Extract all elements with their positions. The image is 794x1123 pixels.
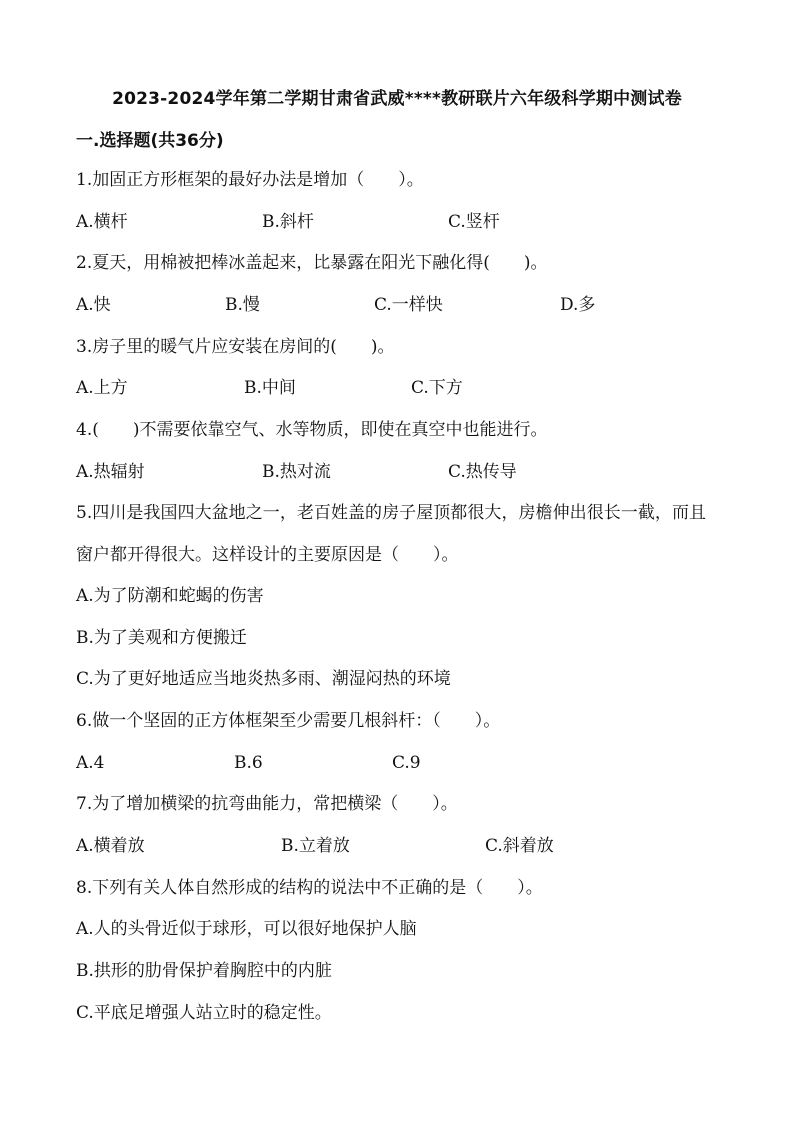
question-4-option-a: A.热辐射 [76,462,145,482]
question-2-stem: 2.夏天，用棉被把棒冰盖起来，比暴露在阳光下融化得( )。 [76,253,548,273]
question-8-option-b: B.拱形的肋骨保护着胸腔中的内脏 [76,961,332,981]
question-2-option-a: A.快 [76,295,111,315]
question-4-option-c: C.热传导 [448,462,517,482]
question-6-option-a: A.4 [76,753,105,773]
question-5-option-b: B.为了美观和方便搬迁 [76,628,247,648]
question-8-option-a: A.人的头骨近似于球形，可以很好地保护人脑 [76,919,417,939]
question-3-option-c: C.下方 [411,378,463,398]
question-3-option-a: A.上方 [76,378,128,398]
question-4-stem: 4.( )不需要依靠空气、水等物质，即使在真空中也能进行。 [76,420,548,440]
question-8-stem: 8.下列有关人体自然形成的结构的说法中不正确的是（ ）。 [76,878,543,898]
question-1-option-b: B.斜杆 [262,212,314,232]
exam-title: 2023-2024学年第二学期甘肃省武威****教研联片六年级科学期中测试卷 [112,89,682,109]
question-7-option-c: C.斜着放 [485,836,554,856]
section-heading: 一.选择题(共36分) [76,131,224,151]
question-5-option-a: A.为了防潮和蛇蝎的伤害 [76,586,264,606]
question-1-stem: 1.加固正方形框架的最好办法是增加（ ）。 [76,170,424,190]
question-4-option-b: B.热对流 [262,462,331,482]
question-5-stem: 5.四川是我国四大盆地之一，老百姓盖的房子屋顶都很大，房檐伸出很长一截，而且窗户都开得很大。这样设计的主要原因是（ ）。 [76,503,706,565]
question-1-option-c: C.竖杆 [448,212,500,232]
question-7-stem: 7.为了增加横梁的抗弯曲能力，常把横梁（ ）。 [76,794,458,814]
question-6-option-b: B.6 [234,753,263,773]
question-1-option-a: A.横杆 [76,212,128,232]
question-2-option-b: B.慢 [225,295,260,315]
question-6-stem: 6.做一个坚固的正方体框架至少需要几根斜杆：（ ）。 [76,711,501,731]
question-6-option-c: C.9 [392,753,421,773]
question-3-option-b: B.中间 [244,378,296,398]
question-2-option-c: C.一样快 [374,295,443,315]
question-8-option-c: C.平底足增强人站立时的稳定性。 [76,1003,332,1023]
question-3-stem: 3.房子里的暖气片应安装在房间的( )。 [76,337,395,357]
question-5-option-c: C.为了更好地适应当地炎热多雨、潮湿闷热的环境 [76,669,451,689]
question-2-option-d: D.多 [560,295,596,315]
question-7-option-a: A.横着放 [76,836,145,856]
question-7-option-b: B.立着放 [281,836,350,856]
